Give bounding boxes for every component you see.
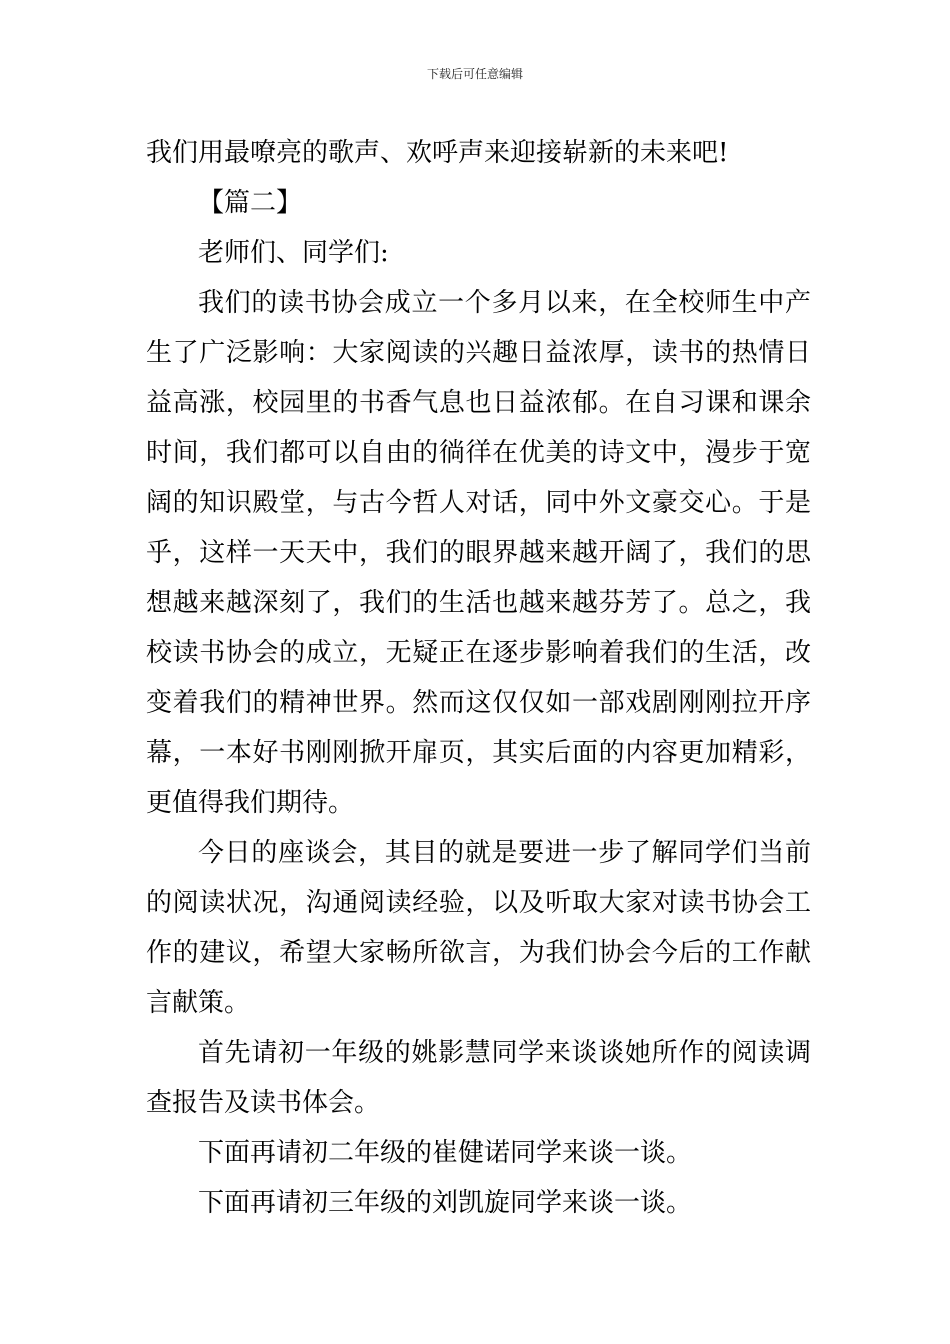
download-note-header: 下载后可任意编辑	[426, 67, 523, 81]
paragraph-third-speaker: 下面再请初三年级的刘凯旋同学来谈一谈。	[198, 1188, 693, 1218]
paragraph-second-speaker: 下面再请初二年级的崔健诺同学来谈一谈。	[198, 1138, 693, 1168]
paragraph-first-speaker: 首先请初一年级的姚影慧同学来谈谈她所作的阅读调查报告及读书体会。	[146, 1038, 811, 1118]
paragraph-symposium-purpose: 今日的座谈会，其目的就是要进一步了解同学们当前的阅读状况，沟通阅读经验，以及听取大家对读书协会工作的建议，希望大家畅所欲言，为我们协会今后的工作献言献策。	[146, 838, 811, 1018]
section-heading-part-two: 【篇二】	[198, 188, 303, 218]
document-body	[146, 128, 811, 1228]
paragraph-reading-association: 我们的读书协会成立一个多月以来，在全校师生中产生了广泛影响：大家阅读的兴趣日益浓厚，读书的热情日益高涨，校园里的书香气息也日益浓郁。在自习课和课余时间，我们都可以自由的徜徉在优美的诗文中，漫步于宽阔的知识殿堂，与古今哲人对话，同中外文豪交心。于是乎，这样一天天中，我们的眼界越来越开阔了，我们的思想越来越深刻了，我们的生活也越来越芬芳了。总之，我校读书协会的成立，无疑正在逐步影响着我们的生活，改变着我们的精神世界。然而这仅仅如一部戏剧刚刚拉开序幕，一本好书刚刚掀开扉页，其实后面的内容更加精彩，更值得我们期待。	[146, 288, 811, 818]
paragraph-closing-line: 我们用最嘹亮的歌声、欢呼声来迎接崭新的未来吧!	[146, 138, 729, 168]
paragraph-salutation: 老师们、同学们:	[198, 238, 389, 268]
